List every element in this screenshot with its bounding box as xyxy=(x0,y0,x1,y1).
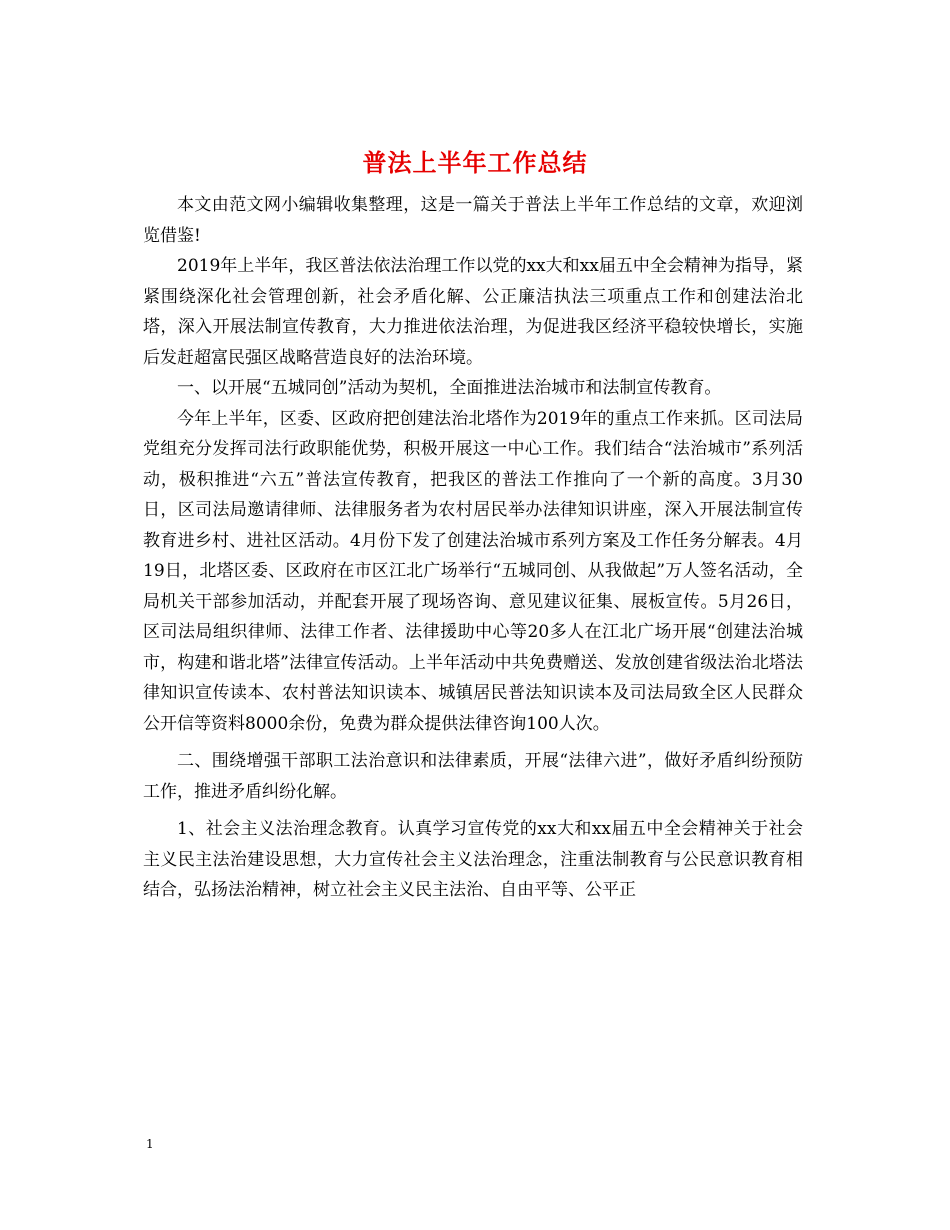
document-body xyxy=(143,190,803,906)
paragraph-intro: 本文由范文网小编辑收集整理，这是一篇关于普法上半年工作总结的文章，欢迎浏览借鉴! xyxy=(143,195,803,246)
page-number: 1 xyxy=(146,1137,154,1151)
document-title: 普法上半年工作总结 xyxy=(362,148,588,177)
section-heading-1: 一、以开展“五城同创”活动为契机，全面推进法治城市和法制宣传教育。 xyxy=(177,378,722,398)
paragraph-subsection-1: 1、社会主义法治理念教育。认真学习宣传党的xx大和xx届五中全会精神关于社会主义民主法治建设思想，大力宣传社会主义法治理念，注重法制教育与公民意识教育相结合，弘扬法治精神，树立社会主义民主法治、自由平等、公平正 xyxy=(143,819,803,900)
paragraph-section-1: 今年上半年，区委、区政府把创建法治北塔作为2019年的重点工作来抓。区司法局党组充分发挥司法行政职能优势，积极开展这一中心工作。我们结合“法治城市”系列活动，极积推进“六五”普法宣传教育，把我区的普法工作推向了一个新的高度。3月30日，区司法局邀请律师、法律服务者为农村居民举办法律知识讲座，深入开展法制宣传教育进乡村、进社区活动。4月份下发了创建法治城市系列方案及工作任务分解表。4月19日，北塔区委、区政府在市区江北广场举行“五城同创、从我做起”万人签名活动，全局机关干部参加活动，并配套开展了现场咨询、意见建议征集、展板宣传。5月26日，区司法局组织律师、法律工作者、法律援助中心等20多人在江北广场开展“创建法治城市，构建和谐北塔”法律宣传活动。上半年活动中共免费赠送、发放创建省级法治北塔法律知识宣传读本、农村普法知识读本、城镇居民普法知识读本及司法局致全区人民群众公开信等资料8000余份，免费为群众提供法律咨询100人次。 xyxy=(143,408,803,734)
paragraph-overview: 2019年上半年，我区普法依法治理工作以党的xx大和xx届五中全会精神为指导，紧紧围绕深化社会管理创新，社会矛盾化解、公正廉洁执法三项重点工作和创建法治北塔，深入开展法制宣传教育，大力推进依法治理，为促进我区经济平稳较快增长，实施后发赶超富民强区战略营造良好的法治环境。 xyxy=(143,256,803,368)
section-heading-2: 二、围绕增强干部职工法治意识和法律素质，开展“法律六进”，做好矛盾纠纷预防工作，推进矛盾纠纷化解。 xyxy=(143,751,803,802)
